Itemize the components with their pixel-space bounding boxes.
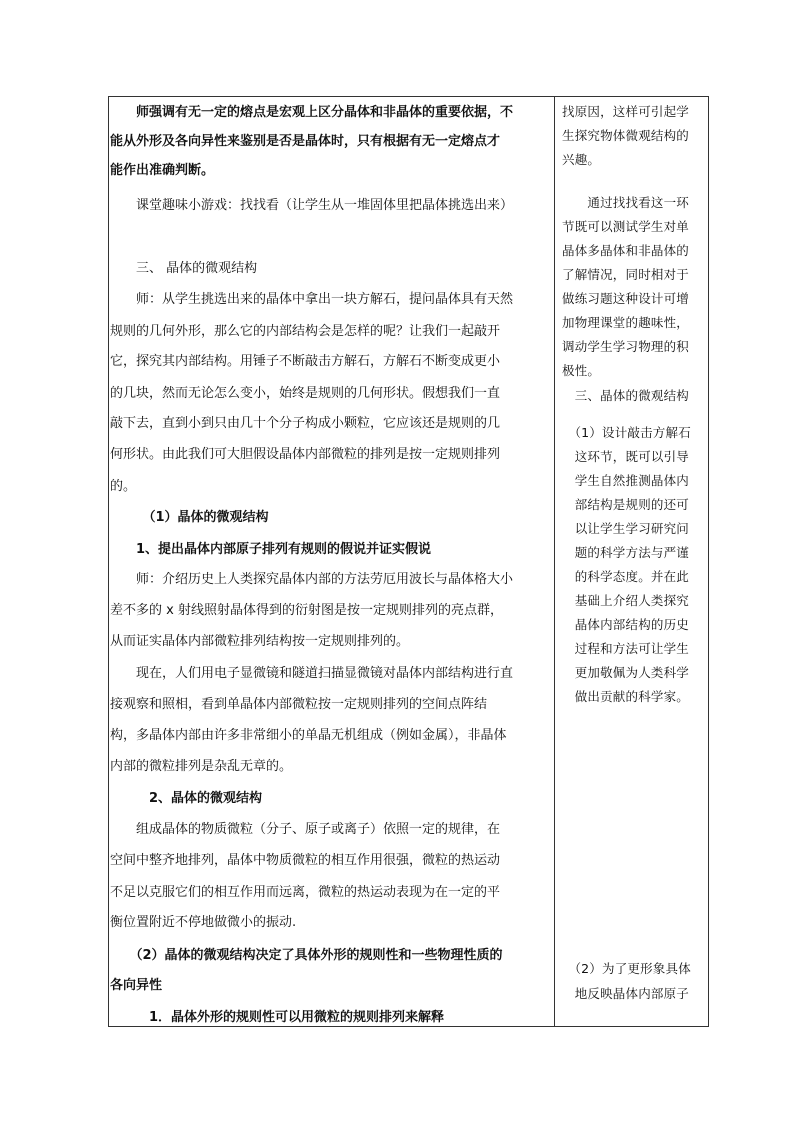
side-column: [556, 96, 708, 1027]
main-line-29: 各向异性: [110, 978, 163, 993]
main-column: [110, 96, 554, 1027]
side-line-1: 找原因，这样可引起学: [562, 104, 690, 119]
side-line-20: 以让学生学习研究问: [562, 521, 690, 536]
main-line-7: 师：从学生挑选出来的晶体中拿出一块方解石，提问晶体具有天然: [110, 292, 514, 307]
subheading-2-1: 1．晶体外形的规则性可以用微粒的规则排列来解释: [110, 1010, 445, 1025]
side-line-21: 题的科学方法与严谨: [562, 545, 690, 560]
main-line-4: 课堂趣味小游戏：找找看（让学生从一堆固体里把晶体挑选出来）: [110, 198, 514, 213]
side-line-8: 了解情况，同时相对于: [562, 267, 690, 282]
side-line-24: 晶体内部结构的历史: [562, 617, 690, 632]
main-line-12: 何形状。由此我们可大胆假设晶体内部微粒的排列是按一定规则排列: [110, 447, 501, 462]
side-line-18: 学生自然推测晶体内: [562, 473, 690, 488]
subheading-1-2: 2、晶体的微观结构: [110, 791, 263, 806]
side-line-12: 极性。: [562, 363, 601, 378]
side-line-11: 调动学生学习物理的积: [562, 339, 690, 354]
main-line-18: 从而证实晶体内部微粒排列结构按一定规则排列的。: [110, 634, 410, 649]
side-line-28: （2）为了更形象具体: [562, 961, 691, 976]
side-section-heading: 三、晶体的微观结构: [562, 388, 690, 403]
subheading-1-1: 1、提出晶体内部原子排列有规则的假说并证实假说: [110, 542, 432, 557]
side-line-19: 部结构是规则的还可: [562, 497, 690, 512]
side-line-16: （1）设计敲击方解石: [562, 425, 691, 440]
main-line-11: 敲下去，直到小到只由几十个分子构成小颗粒，它应该还是规则的几: [110, 416, 501, 431]
side-line-25: 过程和方法可让学生: [562, 641, 690, 656]
section-heading: 三、 晶体的微观结构: [110, 261, 258, 276]
main-line-17: 差不多的 x 射线照射晶体得到的衍射图是按一定规则排列的亮点群，: [110, 603, 503, 618]
main-line-3: 能作出准确判断。: [110, 163, 215, 178]
main-line-1: 师强调有无一定的熔点是宏观上区分晶体和非晶体的重要依据，不: [110, 105, 514, 120]
side-line-29: 地反映晶体内部原子: [562, 986, 690, 1001]
subheading-2: （2）晶体的微观结构决定了具体外形的规则性和一些物理性质的: [110, 948, 503, 963]
side-line-26: 更加敬佩为人类科学: [562, 665, 690, 680]
side-line-2: 生探究物体微观结构的: [562, 128, 690, 143]
side-line-10: 加物理课堂的趣味性，: [562, 315, 690, 330]
side-line-6: 节既可以测试学生对单: [562, 219, 690, 234]
side-line-3: 兴趣。: [562, 152, 601, 167]
main-line-26: 不足以克服它们的相互作用而远离，微粒的热运动表现为在一定的平: [110, 885, 501, 900]
main-line-19: 现在，人们用电子显微镜和隧道扫描显微镜对晶体内部结构进行直: [110, 666, 514, 681]
main-line-2: 能从外形及各向异性来鉴别是否是晶体时，只有根据有无一定熔点才: [110, 134, 501, 149]
subheading-1: （1）晶体的微观结构: [110, 510, 269, 525]
main-line-10: 的几块，然而无论怎么变小，始终是规则的几何形状。假想我们一直: [110, 386, 501, 401]
column-divider: [554, 96, 555, 1027]
main-line-16: 师：介绍历史上人类探究晶体内部的方法劳厄用波长与晶体格大小: [110, 572, 514, 587]
side-line-17: 这环节，既可以引导: [562, 449, 690, 464]
side-line-27: 做出贡献的科学家。: [562, 689, 690, 704]
main-line-25: 空间中整齐地排列，晶体中物质微粒的相互作用很强，微粒的热运动: [110, 853, 501, 868]
side-line-7: 晶体多晶体和非晶体的: [562, 243, 690, 258]
main-line-21: 构，多晶体内部由许多非常细小的单晶无机组成（例如金属），非晶体: [110, 728, 507, 743]
main-line-22: 内部的微粒排列是杂乱无章的。: [110, 759, 293, 774]
main-line-27: 衡位置附近不停地做微小的振动.: [110, 915, 297, 930]
main-line-9: 它，探究其内部结构。用锤子不断敲击方解石，方解石不断变成更小: [110, 354, 501, 369]
side-line-5: 通过找找看这一环: [562, 195, 690, 210]
main-line-20: 接观察和照相，看到单晶体内部微粒按一定规则排列的空间点阵结: [110, 697, 488, 712]
side-line-23: 基础上介绍人类探究: [562, 593, 690, 608]
main-line-8: 规则的几何外形，那么它的内部结构会是怎样的呢？让我们一起敲开: [110, 324, 501, 339]
main-line-24: 组成晶体的物质微粒（分子、原子或离子）依照一定的规律，在: [110, 822, 501, 837]
side-line-9: 做练习题这种设计可增: [562, 291, 690, 306]
main-line-13: 的。: [110, 479, 137, 494]
side-line-22: 的科学态度。并在此: [562, 569, 690, 584]
